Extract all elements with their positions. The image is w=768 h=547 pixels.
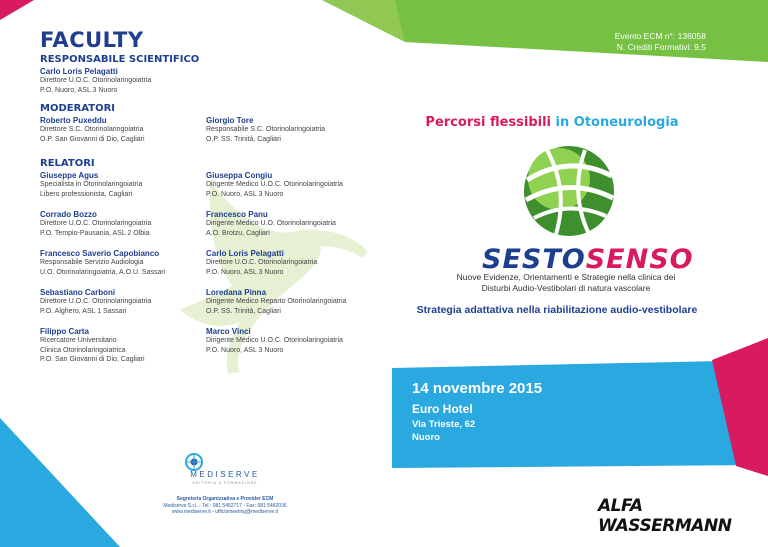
sphere-logo bbox=[524, 146, 614, 236]
person-desc-line: Direttore U.O.C. Otorinolaringoiatria bbox=[40, 77, 152, 84]
person-name: Francesco Panu bbox=[206, 210, 268, 219]
organizer-line: Mediserve S.r.l. - Tel.: 081 5452717 - Fax: 081 5462036 bbox=[163, 502, 287, 509]
address-line: Nuoro bbox=[412, 432, 440, 443]
person-name: Filippo Carta bbox=[40, 327, 89, 336]
speaker-person bbox=[40, 288, 200, 316]
faculty-heading: FACULTY bbox=[40, 28, 144, 52]
speaker-person bbox=[40, 249, 205, 277]
person-desc-line: P.O. Tempio-Pausania, ASL 2 Olbia bbox=[40, 229, 150, 237]
cyan-corner-shape bbox=[0, 418, 120, 547]
ecm-credits: N. Crediti Formativi: 9,5 bbox=[616, 42, 706, 52]
organizer-line: Segreteria Organizzativa e Provider ECM bbox=[176, 496, 274, 502]
organizer-tagline: EDITORIA & FORMAZIONE bbox=[192, 481, 258, 485]
person-name: Marco Vinci bbox=[206, 327, 251, 336]
subtitle-line: Nuove Evidenze, Orientamenti e Strategie nella clinica dei bbox=[456, 272, 676, 282]
person-name: Sebastiano Carboni bbox=[40, 288, 116, 297]
brand-part1: SESTO bbox=[482, 244, 586, 275]
green-header-accent bbox=[322, 0, 405, 42]
speaker-person bbox=[206, 327, 386, 355]
person-desc-line: O.P. SS. Trinità, Cagliari bbox=[206, 135, 281, 143]
person-desc-line: Direttore U.O.C. Otorinolaringoiatria bbox=[40, 220, 152, 227]
speaker-person bbox=[40, 327, 200, 365]
person-desc-line: Clinica Otorinolaringoiatrica bbox=[40, 346, 126, 354]
magenta-corner-shape bbox=[0, 0, 34, 20]
speaker-person bbox=[206, 171, 386, 199]
speaker-person bbox=[40, 171, 200, 199]
person-name: Roberto Puxeddu bbox=[40, 116, 107, 125]
person-desc-line: P.O. Nuoro, ASL 3 Nuoro bbox=[206, 268, 284, 276]
person-name: Corrado Bozzo bbox=[40, 210, 97, 219]
person-desc-line: U.O. Otorinolaringoiatria, A.O.U. Sassari bbox=[40, 268, 166, 276]
speaker-person bbox=[40, 210, 200, 238]
event-date: 14 novembre 2015 bbox=[412, 380, 543, 397]
person-name: Francesco Saverio Capobianco bbox=[40, 249, 160, 258]
organizer-line: www.mediserve.it - ufficiomeeting@mediserve.it bbox=[171, 509, 279, 515]
person-desc-line: O.P. SS. Trinità, Cagliari bbox=[206, 307, 281, 315]
person-desc-line: Dirigente Medico U.O.C. Otorinolaringoiatria bbox=[206, 181, 343, 188]
event-address bbox=[412, 418, 475, 444]
person-desc-line: Responsabile Servizio Audiologia bbox=[40, 259, 144, 266]
sponsor-logo: ALFA WASSERMANN bbox=[598, 496, 732, 536]
moderator-person bbox=[40, 116, 190, 144]
person-desc-line: O.P. San Giovanni di Dio, Cagliari bbox=[40, 135, 145, 143]
person-name: Giorgio Tore bbox=[206, 116, 254, 125]
person-name: Carlo Loris Pelagatti bbox=[206, 249, 284, 258]
ecm-info bbox=[615, 31, 706, 53]
person-name: Loredana Pinna bbox=[206, 288, 267, 297]
person-desc-line: Dirigente Medico U.O.C. Otorinolaringoiatria bbox=[206, 337, 343, 344]
person-desc-line: Dirigente Medico Reparto Otorinolaringoiatria bbox=[206, 298, 347, 305]
speakers-title: RELATORI bbox=[40, 158, 95, 169]
strategy-title: Strategia adattativa nella riabilitazione audio-vestibolare bbox=[416, 304, 698, 316]
speaker-person bbox=[206, 210, 386, 238]
organizer-logo-name: MEDISERVE bbox=[190, 470, 260, 479]
mediserve-emblem-icon bbox=[186, 454, 202, 470]
speaker-person bbox=[206, 288, 386, 316]
scientific-person bbox=[40, 67, 240, 95]
address-line: Via Trieste, 62 bbox=[412, 419, 476, 430]
person-desc-line: Ricercatore Universitario bbox=[40, 337, 117, 344]
event-venue: Euro Hotel bbox=[412, 402, 473, 416]
person-desc-line: P.O. Nuoro, ASL 3 Nuoro bbox=[206, 190, 284, 198]
brand-part2: SENSO bbox=[585, 244, 694, 275]
brand-wordmark bbox=[482, 244, 694, 275]
person-desc-line: Specialista in Otorinolaringoiatria bbox=[40, 181, 143, 188]
ecm-number: Evento ECM n°: 136058 bbox=[614, 31, 706, 41]
person-desc-line: Dirigente Medico U.O. Otorinolaringoiatria bbox=[206, 220, 336, 227]
person-name: Carlo Loris Pelagatti bbox=[40, 67, 118, 76]
scientific-title: RESPONSABILE SCIENTIFICO bbox=[40, 54, 200, 65]
person-desc-line: P.O. Alghero, ASL 1 Sassari bbox=[40, 307, 127, 315]
moderator-person bbox=[206, 116, 386, 144]
event-title-part2: in Otoneurologia bbox=[555, 115, 679, 130]
person-desc-line: P.O. Nuoro, ASL 3 Nuoro bbox=[40, 86, 118, 94]
person-desc-line: Libero professionista, Cagliari bbox=[40, 190, 133, 198]
speaker-person bbox=[206, 249, 386, 277]
subtitle-line: Disturbi Audio-Vestibolari di natura vascolare bbox=[481, 283, 651, 293]
person-name: Giuseppa Congiu bbox=[206, 171, 273, 180]
event-title-part1: Percorsi flessibili bbox=[425, 115, 552, 130]
organizer-contacts bbox=[75, 496, 375, 516]
person-desc-line: Direttore S.C. Otorinolaringoiatria bbox=[40, 126, 144, 133]
person-desc-line: P.O. Nuoro, ASL 3 Nuoro bbox=[206, 346, 284, 354]
person-desc-line: Responsabile S.C. Otorinolaringoiatria bbox=[206, 126, 326, 133]
event-title bbox=[392, 115, 712, 130]
moderators-title: MODERATORI bbox=[40, 103, 115, 114]
person-desc-line: Direttore U.O.C. Otorinolaringoiatria bbox=[206, 259, 318, 266]
person-name: Giuseppe Agus bbox=[40, 171, 99, 180]
event-subtitle bbox=[436, 272, 696, 294]
person-desc-line: Direttore U.O.C. Otorinolaringoiatria bbox=[40, 298, 152, 305]
person-desc-line: P.O. San Giovanni di Dio, Cagliari bbox=[40, 356, 145, 363]
person-desc-line: A.O. Brotzu, Cagliari bbox=[206, 229, 270, 237]
